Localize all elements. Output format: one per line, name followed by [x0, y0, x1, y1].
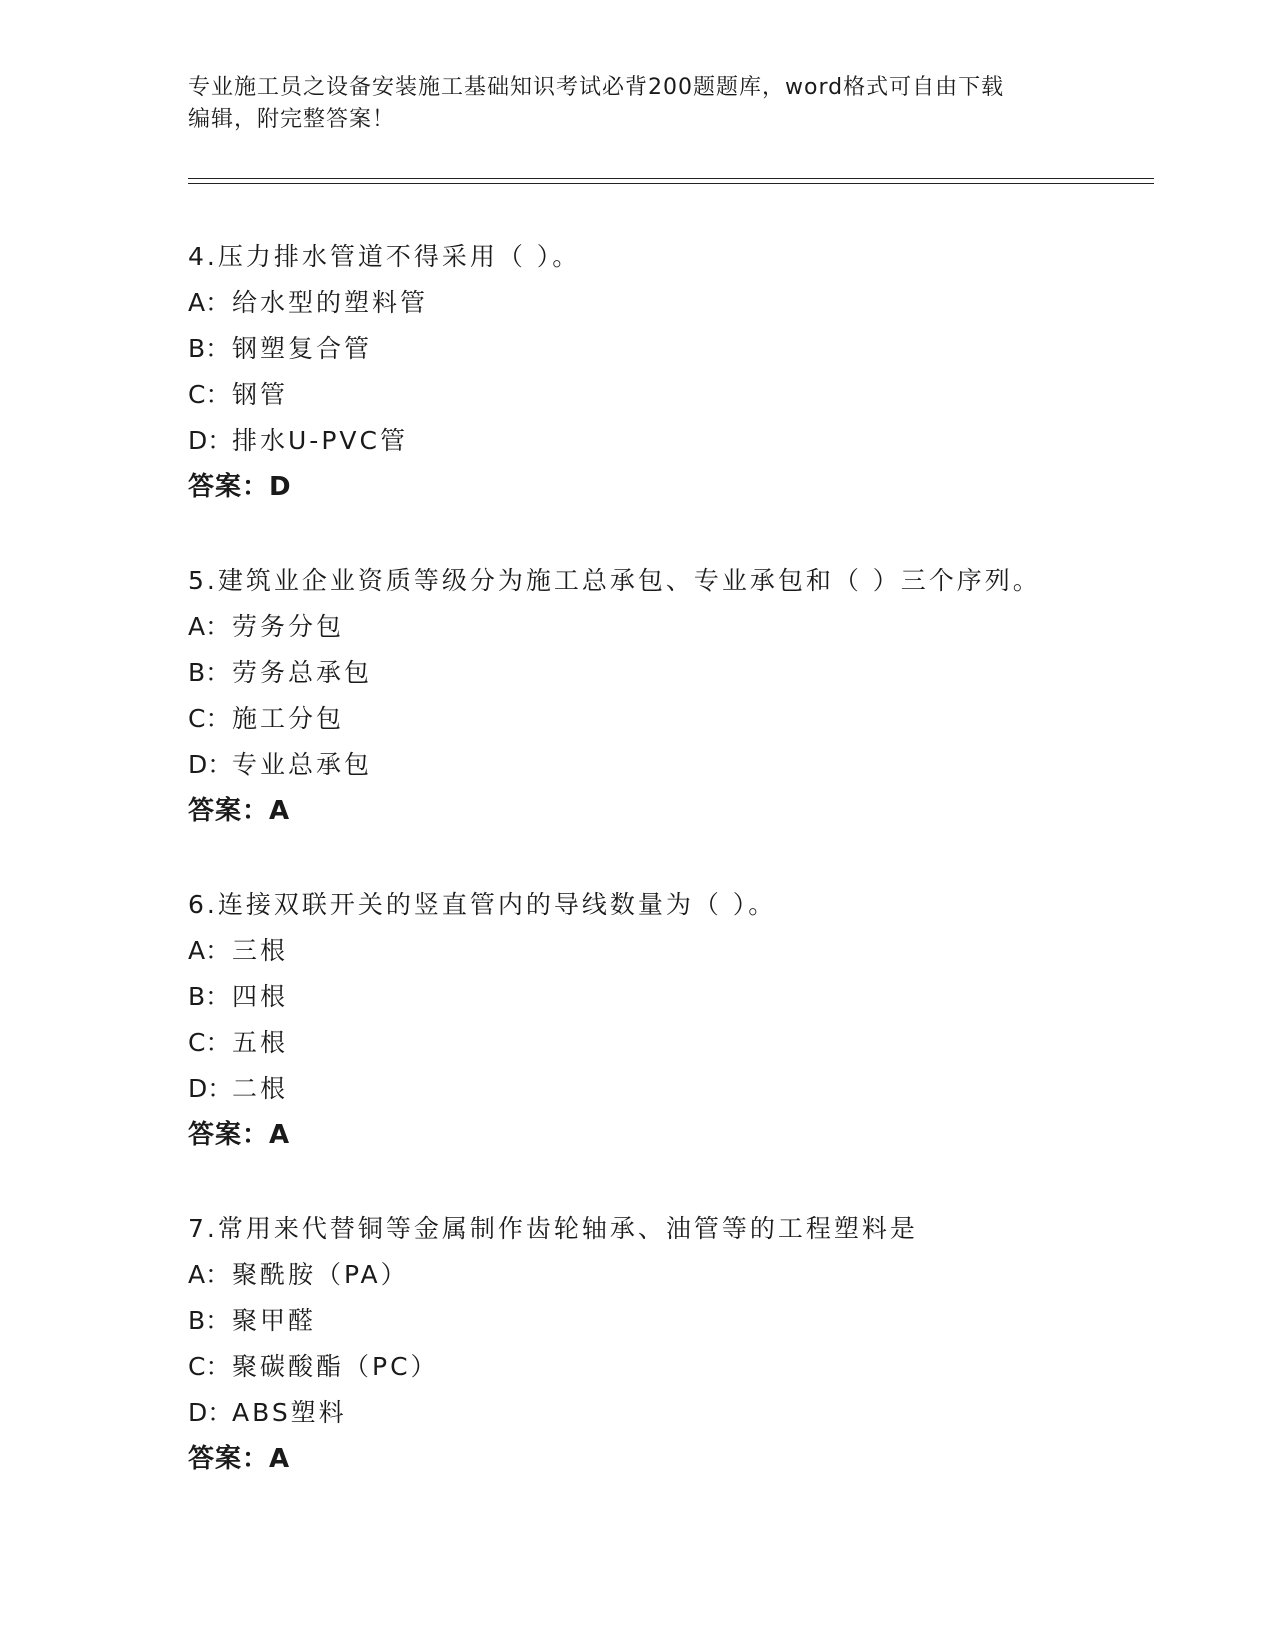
answer-line [188, 1436, 1128, 1482]
option-text: 给水型的塑料管 [232, 288, 429, 317]
answer-label: 答案： [188, 1120, 270, 1150]
option-text: 五根 [232, 1028, 289, 1057]
option-key: B： [188, 334, 231, 363]
option-a [188, 928, 1128, 974]
option-c [188, 372, 1128, 418]
option-key: A： [188, 1260, 231, 1289]
option-text: 劳务总承包 [232, 658, 373, 687]
option-c [188, 1020, 1128, 1066]
question-stem: 5.建筑业企业资质等级分为施工总承包、专业承包和（ ）三个序列。 [188, 566, 1041, 595]
option-text: 三根 [232, 936, 289, 965]
option-text: 专业总承包 [232, 750, 373, 779]
option-key: B： [188, 982, 231, 1011]
option-key: D： [188, 750, 233, 779]
header-line-1: 专业施工员之设备安装施工基础知识考试必背200题题库，word格式可自由下载 [188, 75, 1005, 100]
option-key: C： [188, 1028, 231, 1057]
option-text: ABS塑料 [232, 1398, 347, 1427]
option-text: 钢塑复合管 [232, 334, 373, 363]
question-stem: 7.常用来代替铜等金属制作齿轮轴承、油管等的工程塑料是 [188, 1214, 918, 1243]
header-line-2: 编辑，附完整答案！ [188, 107, 396, 132]
option-text: 二根 [232, 1074, 289, 1103]
option-b [188, 326, 1128, 372]
option-c [188, 696, 1128, 742]
option-text: 劳务分包 [232, 612, 345, 641]
header-divider-bottom [188, 183, 1154, 184]
option-key: D： [188, 1398, 233, 1427]
option-text: 钢管 [232, 380, 289, 409]
answer-value: D [269, 472, 292, 502]
header-divider-top [188, 178, 1154, 179]
option-d [188, 418, 1128, 464]
answer-label: 答案： [188, 796, 270, 826]
option-key: C： [188, 1352, 231, 1381]
answer-label: 答案： [188, 1444, 270, 1474]
question-6 [188, 882, 1128, 1158]
option-key: D： [188, 1074, 233, 1103]
question-stem: 4.压力排水管道不得采用（ ）。 [188, 242, 581, 271]
option-key: B： [188, 1306, 231, 1335]
option-d [188, 1390, 1128, 1436]
option-a [188, 1252, 1128, 1298]
option-b [188, 974, 1128, 1020]
option-key: C： [188, 380, 231, 409]
option-d [188, 742, 1128, 788]
option-b [188, 1298, 1128, 1344]
option-text: 四根 [232, 982, 289, 1011]
answer-line [188, 1112, 1128, 1158]
option-key: B： [188, 658, 231, 687]
answer-label: 答案： [188, 472, 270, 502]
question-list [188, 234, 1128, 1530]
option-text: 聚甲醛 [232, 1306, 317, 1335]
option-text: 聚酰胺（PA） [232, 1260, 409, 1289]
option-key: A： [188, 288, 231, 317]
option-key: A： [188, 936, 231, 965]
option-d [188, 1066, 1128, 1112]
option-key: A： [188, 612, 231, 641]
option-b [188, 650, 1128, 696]
answer-line [188, 464, 1128, 510]
option-text: 施工分包 [232, 704, 345, 733]
answer-value: A [269, 1120, 291, 1150]
question-stem: 6.连接双联开关的竖直管内的导线数量为（ ）。 [188, 890, 777, 919]
answer-line [188, 788, 1128, 834]
option-c [188, 1344, 1128, 1390]
option-text: 排水U-PVC管 [232, 426, 408, 455]
question-7 [188, 1206, 1128, 1482]
option-key: D： [188, 426, 233, 455]
option-key: C： [188, 704, 231, 733]
answer-value: A [269, 796, 291, 826]
document-header [188, 72, 1068, 136]
option-a [188, 604, 1128, 650]
option-a [188, 280, 1128, 326]
question-5 [188, 558, 1128, 834]
question-4 [188, 234, 1128, 510]
answer-value: A [269, 1444, 291, 1474]
option-text: 聚碳酸酯（PC） [232, 1352, 439, 1381]
